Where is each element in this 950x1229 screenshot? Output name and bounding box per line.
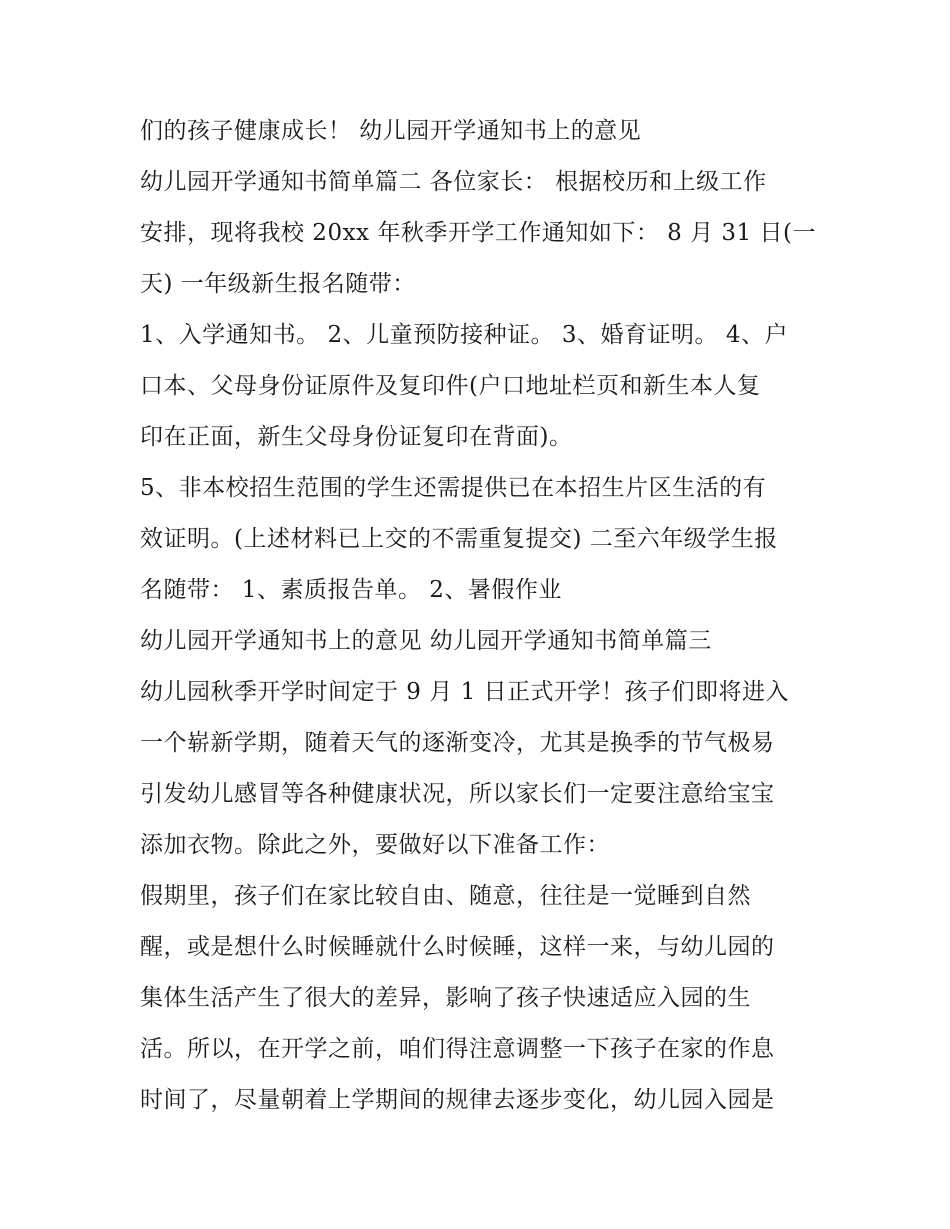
text-line: 活。所以，在开学之前，咱们得注意调整一下孩子在家的作息 xyxy=(140,1036,775,1062)
text-line: 效证明。(上述材料已上交的不需重复提交) 二至六年级学生报 xyxy=(140,526,778,552)
text-line: 口本、父母身份证原件及复印件(户口地址栏页和新生本人复 xyxy=(140,373,761,399)
text-line: 假期里，孩子们在家比较自由、随意，往往是一觉睡到自然 xyxy=(140,883,751,909)
text-line: 时间了，尽量朝着上学期间的规律去逐步变化，幼儿园入园是 xyxy=(140,1087,775,1113)
text-line: 幼儿园开学通知书上的意见 幼儿园开学通知书简单篇三 xyxy=(140,628,712,654)
text-line: 印在正面，新生父母身份证复印在背面)。 xyxy=(140,424,573,450)
text-line: 天) 一年级新生报名随带： xyxy=(140,271,416,297)
text-line: 引发幼儿感冒等各种健康状况，所以家长们一定要注意给宝宝 xyxy=(140,781,775,807)
text-line: 1、入学通知书。 2、儿童预防接种证。 3、婚育证明。 4、户 xyxy=(140,322,788,348)
text-line: 幼儿园开学通知书简单篇二 各位家长： 根据校历和上级工作 xyxy=(140,169,767,195)
text-line: 5、非本校招生范围的学生还需提供已在本招生片区生活的有 xyxy=(140,475,767,501)
text-line: 添加衣物。除此之外，要做好以下准备工作： xyxy=(140,832,610,858)
text-line: 一个崭新学期，随着天气的逐渐变冷，尤其是换季的节气极易 xyxy=(140,730,775,756)
text-line: 名随带： 1、素质报告单。 2、暑假作业 xyxy=(140,577,562,603)
text-line: 安排，现将我校 20xx 年秋季开学工作通知如下： 8 月 31 日(一 xyxy=(140,220,816,246)
text-line: 幼儿园秋季开学时间定于 9 月 1 日正式开学！孩子们即将进入 xyxy=(140,679,790,705)
document-body xyxy=(140,106,820,1126)
text-line: 们的孩子健康成长！ 幼儿园开学通知书上的意见 xyxy=(140,118,642,144)
text-line: 醒，或是想什么时候睡就什么时候睡，这样一来，与幼儿园的 xyxy=(140,934,775,960)
text-line: 集体生活产生了很大的差异，影响了孩子快速适应入园的生 xyxy=(140,985,751,1011)
